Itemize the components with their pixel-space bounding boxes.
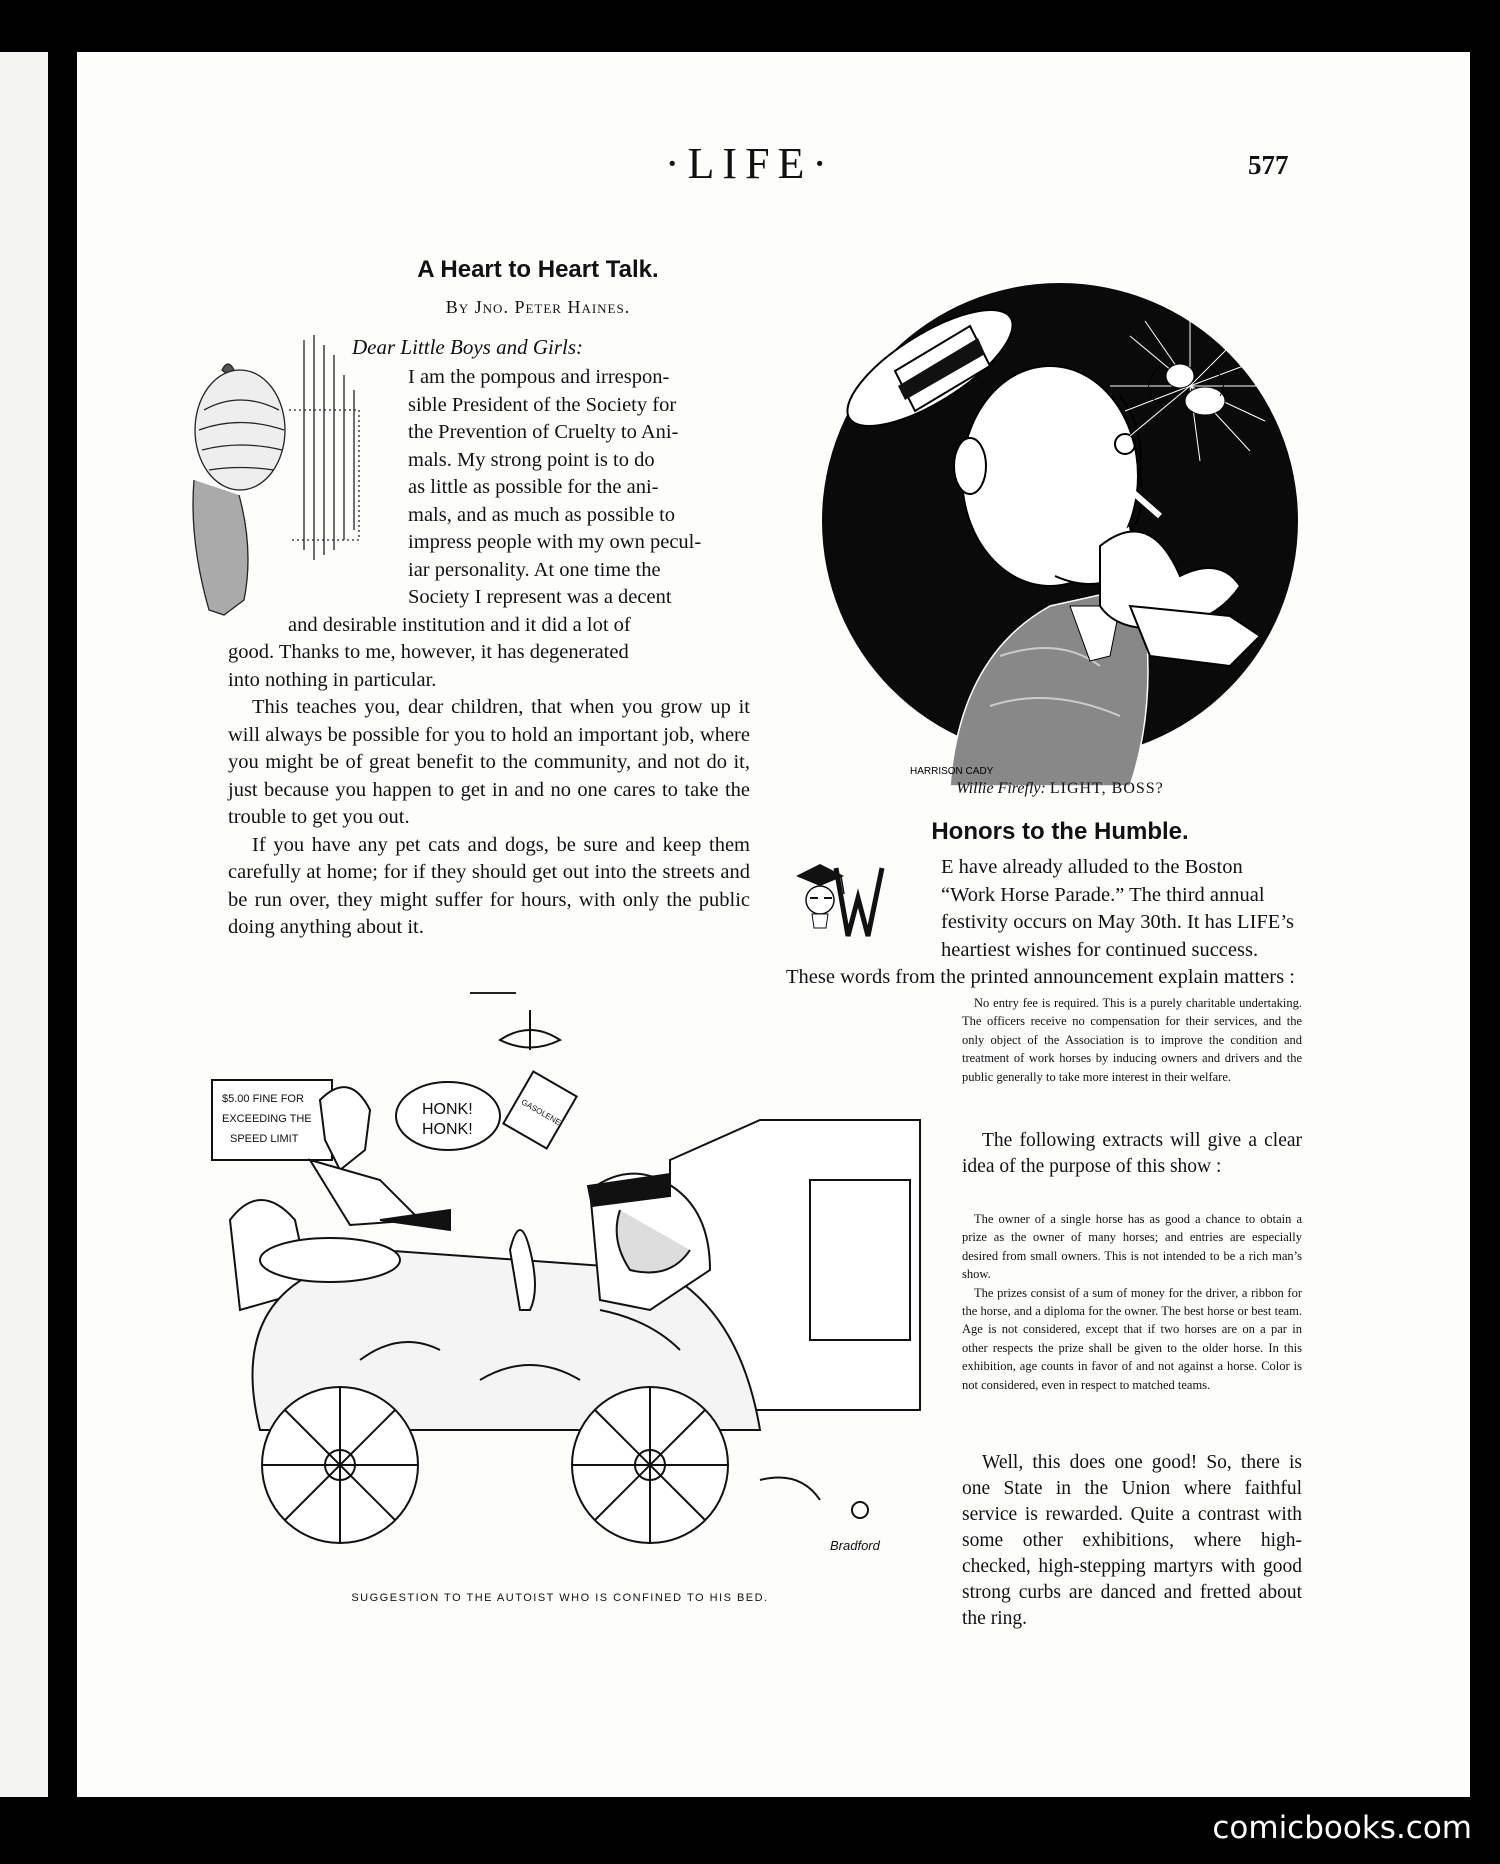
text-line: impress people with my own pecul- — [408, 531, 702, 553]
article2-title: Honors to the Humble. — [931, 818, 1189, 845]
quote-paragraph: The owner of a single horse has as good a chance to obtain a prize as the owner of many horses; and entries are especially desired from small owners. This is not intended to be a rich man’s show. — [962, 1212, 1302, 1282]
text-line: iar personality. At one time the — [408, 558, 661, 581]
paragraph: This teaches you, dear children, that when you grow up it will always be possible for you to hold an important job, where you might be of great benefit to the community, and not do it, just because you happen to get in and no one cares to take the trouble to get you out. — [228, 696, 750, 828]
text-line: good. Thanks to me, however, it has degenerated — [228, 641, 629, 663]
text-line: I am the pompous and irrespon- — [408, 366, 670, 388]
article-title: A Heart to Heart Talk. — [417, 256, 659, 283]
quote-block-2 — [962, 1210, 1302, 1394]
text-line: mals. My strong point is to do — [408, 448, 655, 471]
firefly-cartoon — [800, 276, 1320, 796]
autoist-bed-cartoon — [200, 1010, 940, 1570]
paragraph: Well, this does one good! So, there is one State in the Union where faithful service is rewarded. Quite a contrast with some other exhibitions, where high-checked, high-stepping martyrs with good strong curbs are danced and fretted about the ring. — [962, 1452, 1302, 1629]
speech-line-2: HONK! — [422, 1121, 473, 1138]
facing-page-edge — [0, 52, 48, 1797]
masthead: ·LIFE· — [664, 139, 836, 188]
can-label: GASOLENE — [519, 1097, 563, 1128]
section-divider — [470, 992, 516, 994]
text-line: “Work Horse Parade.” The third annual — [941, 883, 1265, 906]
sign-line-1: $5.00 FINE FOR — [222, 1093, 304, 1105]
watermark: comicbooks.com — [1212, 1810, 1472, 1846]
text-line: sible President of the Society for — [408, 393, 677, 416]
cartoon2-caption: SUGGESTION TO THE AUTOIST WHO IS CONFINED TO HIS BED. — [351, 1592, 769, 1604]
cartoon1-caption — [800, 780, 1320, 798]
text-line: the Prevention of Cruelty to Ani- — [408, 421, 679, 443]
text-line: Society I represent was a decent — [408, 586, 672, 608]
text-line: into nothing in particular. — [228, 668, 437, 691]
text-line: festivity occurs on May 30th. It has LIFE’s — [941, 911, 1295, 933]
sign-line-3: SPEED LIMIT — [230, 1133, 299, 1145]
quote-paragraph: The prizes consist of a sum of money for the driver, a ribbon for the horse, and a diploma for the owner. The best horse or best team. Age is not considered, except that if two horses are on a par in other respects the prize shall be given to the older horse. In this exhibition, age counts in favor of and not against a horse. Color is not considered, even in respect to matched teams. — [962, 1285, 1302, 1392]
paragraph: If you have any pet cats and dogs, be sure and keep them carefully at home; for if they should get out into the streets and be run over, they might suffer for hours, with only the public doing anything about it. — [228, 833, 750, 938]
paragraph: The following extracts will give a clear idea of the purpose of this show : — [962, 1130, 1302, 1177]
text-line: as little as possible for the ani- — [408, 476, 659, 498]
quote-paragraph: No entry fee is required. This is a purely charitable undertaking. The officers receive no compensation for their services, and the only object of the Association is to improve the condition and treatment of work horses by inducing owners and drivers and the public generally to take more interest in their welfare. — [962, 996, 1302, 1084]
text-line: E have already alluded to the Boston — [941, 856, 1243, 878]
article2-para3 — [962, 1450, 1302, 1632]
speech-line-1: HONK! — [422, 1101, 473, 1118]
caption-text: LIGHT, BOSS? — [1049, 780, 1164, 797]
sign-line-2: EXCEEDING THE — [222, 1113, 312, 1125]
article2-intro — [786, 854, 1302, 992]
caption-speaker: Willie Firefly: — [956, 780, 1046, 797]
byline: By Jno. Peter Haines. — [445, 297, 631, 317]
cartoon1-signature: HARRISON CADY — [910, 766, 994, 777]
text-line: mals, and as much as possible to — [408, 503, 676, 526]
cartoon2-signature: Bradford — [830, 1538, 880, 1553]
quote-block-1 — [962, 994, 1302, 1086]
article1-body — [228, 364, 750, 942]
text-line: heartiest wishes for continued success. — [941, 938, 1259, 961]
text-line: and desirable institution and it did a lot of — [288, 613, 631, 636]
page-number: 577 — [1248, 150, 1289, 180]
paragraph: These words from the printed announcement explain matters : — [786, 966, 1295, 988]
article2-para2 — [962, 1128, 1302, 1180]
salutation: Dear Little Boys and Girls: — [352, 335, 583, 359]
